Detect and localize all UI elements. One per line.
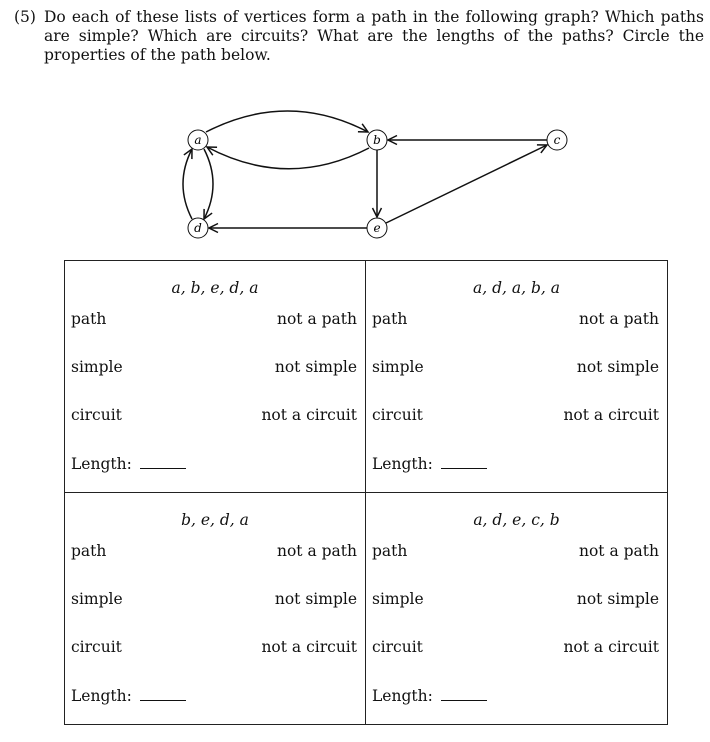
question-text: Do each of these lists of vertices form a path in the following graph? Which paths are simple? Which are circuits? What are the lengths of the paths? Circle the properties of the path below. (44, 8, 704, 64)
option-not-circuit[interactable]: not a circuit (563, 637, 659, 656)
svg-text:a: a (194, 133, 202, 147)
option-not-path[interactable]: not a path (276, 541, 357, 560)
node-e (367, 218, 387, 238)
edge-d-a (183, 149, 192, 219)
svg-text:e: e (373, 221, 381, 235)
node-a (188, 130, 208, 150)
length-blank[interactable] (441, 454, 487, 469)
option-simple[interactable]: simple (71, 589, 123, 608)
option-path[interactable]: path (71, 541, 107, 560)
edge-b-a (207, 147, 369, 169)
length-label: Length: (372, 686, 433, 705)
vertex-list: a, d, e, c, b (473, 510, 560, 529)
option-path[interactable]: path (71, 310, 107, 328)
option-path[interactable]: path (372, 541, 408, 560)
option-not-path[interactable]: not a path (578, 310, 659, 328)
option-not-circuit[interactable]: not a circuit (563, 406, 659, 424)
option-not-simple[interactable]: not simple (274, 589, 357, 608)
option-simple[interactable]: simple (71, 358, 123, 376)
node-c (547, 130, 567, 150)
answer-cell (366, 261, 667, 493)
answer-cell (65, 493, 366, 725)
option-circuit[interactable]: circuit (372, 637, 423, 656)
option-not-simple[interactable]: not simple (576, 589, 659, 608)
length-label: Length: (71, 686, 132, 705)
option-not-circuit[interactable]: not a circuit (261, 406, 357, 424)
directed-graph (0, 0, 710, 260)
option-circuit[interactable]: circuit (372, 406, 423, 424)
answer-cell (65, 261, 366, 493)
option-path[interactable]: path (372, 310, 408, 328)
answer-table (64, 260, 668, 725)
option-not-circuit[interactable]: not a circuit (261, 637, 357, 656)
length-blank[interactable] (441, 686, 487, 701)
vertex-list: a, d, a, b, a (473, 279, 560, 297)
vertex-list: b, e, d, a (181, 510, 249, 529)
node-d (188, 218, 208, 238)
vertex-list: a, b, e, d, a (171, 279, 259, 297)
question-number: (5) (14, 8, 36, 26)
option-not-simple[interactable]: not simple (274, 358, 357, 376)
length-label: Length: (372, 455, 433, 473)
option-not-simple[interactable]: not simple (576, 358, 659, 376)
edge-e-c (386, 145, 547, 223)
option-not-path[interactable]: not a path (276, 310, 357, 328)
option-simple[interactable]: simple (372, 589, 424, 608)
answer-cell (366, 493, 667, 725)
option-simple[interactable]: simple (372, 358, 424, 376)
edge-a-d (204, 149, 213, 219)
svg-text:d: d (194, 221, 202, 235)
length-label: Length: (71, 455, 132, 473)
option-circuit[interactable]: circuit (71, 637, 122, 656)
option-circuit[interactable]: circuit (71, 406, 122, 424)
edge-a-b (206, 111, 368, 132)
option-not-path[interactable]: not a path (578, 541, 659, 560)
svg-text:b: b (373, 133, 381, 147)
svg-text:c: c (553, 133, 561, 147)
length-blank[interactable] (140, 686, 186, 701)
length-blank[interactable] (140, 454, 186, 469)
node-b (367, 130, 387, 150)
